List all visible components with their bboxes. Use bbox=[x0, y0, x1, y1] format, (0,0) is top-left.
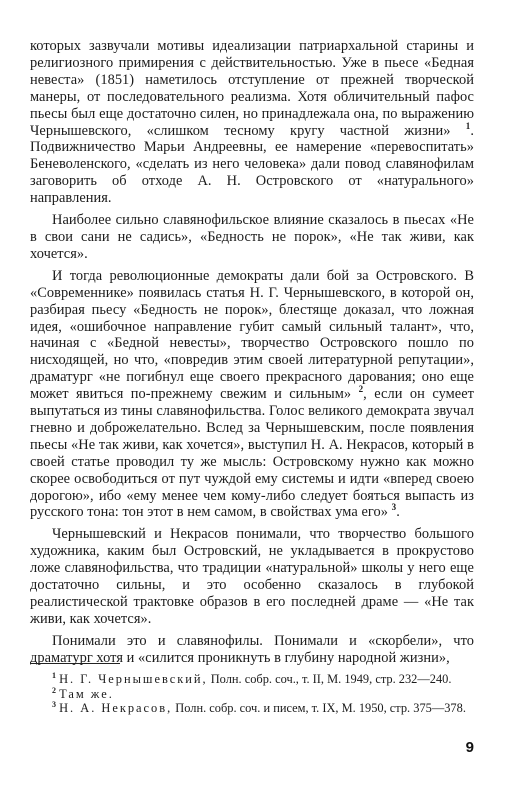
footnote-author: Н. Г. Чернышевский, bbox=[59, 672, 208, 686]
paragraph-text: которых зазвучали мотивы идеализации патриархальной старины и религиозного примирения с действительностью. Уже в пьесе «Бедная невеста» (1851) наметилось отступление от прежней творческой манеры, от последовательного реализма. Хотя обличительный пафос пьесы был еще достаточно силен, но принадлежала она, по выражению Чернышевского, «слишком тесному кругу частной жизни» bbox=[30, 38, 474, 139]
paragraph: которых зазвучали мотивы идеализации патриархальной старины и религиозного примирения с действительностью. Уже в пьесе «Бедная невеста» (1851) наметилось отступление от прежней творческой манеры, от последовательного реализма. Хотя обличительный пафос пьесы был еще достаточно силен, но принадлежала она, по выражению Чернышевского, «слишком тесному кругу частной жизни» $^1$. Подвижничество Марьи Андреевны, ее намерение «перевоспитать» Беневоленского, «сделать из него человека» дали повод славянофилам заговорить об отходе А. Н. Островского от «натурального» направления. bbox=[30, 38, 474, 207]
paragraph-text: Наиболее сильно славянофильское влияние сказалось в пьесах «Не в свои сани не садись», «Бедность не порок», «Не так живи, как хочется». bbox=[30, 212, 474, 262]
paragraph bbox=[30, 633, 474, 667]
footnote-number: 1 bbox=[52, 670, 56, 680]
footnote bbox=[30, 701, 474, 716]
footnote-text: Полн. собр. соч., т. II, М. 1949, стр. 232—240. bbox=[207, 672, 452, 686]
footnote-mark: 1 bbox=[465, 120, 471, 131]
paragraph bbox=[30, 526, 474, 627]
footnote-number: 3 bbox=[52, 700, 56, 710]
footnote-divider bbox=[30, 663, 120, 664]
page-number: 9 bbox=[465, 739, 474, 756]
paragraph-text: Понимали это и славянофилы. Понимали и «скорбели», что драматург хотя и «силится проникнуть в глубину народной жизни», bbox=[30, 632, 474, 666]
paragraph-text: Подвижничество Марьи Андреевны, ее намерение «перевоспитать» Беневоленского, «сделать из него человека» дали повод славянофилам заговорить об отходе А. Н. Островского от «натурального» направления. bbox=[30, 139, 474, 207]
paragraph-text: если он сумеет выпутаться из тины славянофильства. Голос великого демократа звучал гневно и доброжелательно. Вслед за Чернышевским, после появления пьесы «Не так живи, как хочется», выступил Н. А. Некрасов, который в своей статье проводил ту же мысль: Островскому нужно как можно скорее освободиться от пут чуждой ему системы и идти «вперед своею дорогою», ибо «ему менее чем кому-либо следует бояться выпасть из русского тона: тон этот в нем самом, в свойствах ума его» bbox=[30, 386, 474, 521]
footnote bbox=[30, 672, 474, 687]
footnote-mark: 2 bbox=[358, 384, 364, 395]
paragraph-text: И тогда революционные демократы дали бой за Островского. В «Современнике» появилась статья Н. Г. Чернышевского, в которой он, разбирая пьесу «Бедность не порок», блестяще доказал, что ложная идея, «ошибочное направление губит самый сильный талант», что, начиная с «Бедной невесты», творчество Островского пошло по нисходящей, но что, «повредив этим своей литературной репутации», драматург «не погибнул еще своего прекрасного дарования; оно еще может явиться по-прежнему свежим и сильным» bbox=[30, 267, 474, 403]
footnotes bbox=[30, 672, 474, 716]
footnote-number: 2 bbox=[52, 685, 56, 695]
footnote-author: Там же. bbox=[59, 686, 114, 701]
footnote bbox=[30, 687, 474, 702]
paragraph bbox=[30, 212, 474, 263]
footnote-author: Н. А. Некрасов, bbox=[59, 701, 173, 716]
footnote-text: Полн. собр. соч. и писем, т. IX, М. 1950, стр. 375—378. bbox=[172, 701, 466, 716]
footnote-mark: 3 bbox=[391, 502, 397, 513]
paragraph-text: Чернышевский и Некрасов понимали, что творчество большого художника, каким был Островский, не укладывается в прокрустово ложе славянофильства, что традиции «натуральной» школы у него еще достаточно сильны, и это особенно сказалось в глубокой реалистической трактовке образов в его последней драме — «Не так живи, как хочется». bbox=[30, 526, 474, 627]
paragraph: И тогда революционные демократы дали бой за Островского. В «Современнике» появилась статья Н. Г. Чернышевского, в которой он, разбирая пьесу «Бедность не порок», блестяще доказал, что ложная идея, «ошибочное направление губит самый сильный талант», что, начиная с «Бедной невесты», творчество Островского пошло по нисходящей, но что, «повредив этим своей литературной репутации», драматург «не погибнул еще своего прекрасного дарования; оно еще может явиться по-прежнему свежим и сильным» $^2$, если он сумеет выпутаться из тины славянофильства. Голос великого демократа звучал гневно и доброжелательно. Вслед за Чернышевским, после появления пьесы «Не так живи, как хочется», выступил Н. А. Некрасов, который в своей статье проводил ту же мысль: Островскому нужно как можно скорее освободиться от пут чуждой ему системы и идти «вперед своею дорогою», ибо «ему менее чем кому-либо следует бояться выпасть из русского тона: тон этот в нем самом, в свойствах ума его» $^3$. bbox=[30, 267, 474, 521]
page-body bbox=[30, 38, 474, 672]
